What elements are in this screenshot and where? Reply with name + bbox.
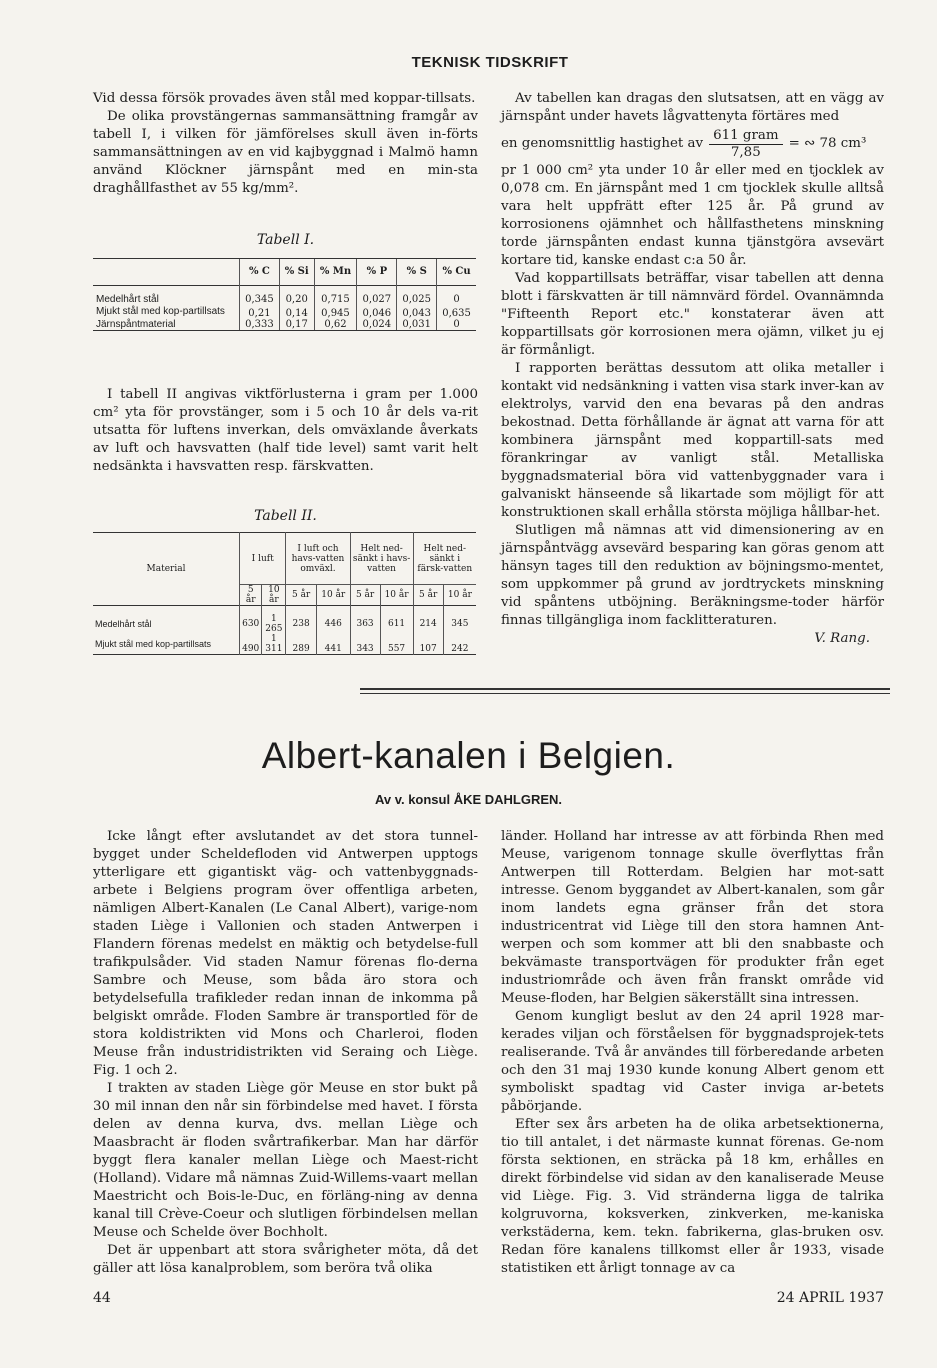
formula-numerator: 611 gram xyxy=(709,128,782,145)
table-row-label: Medelhårt stål xyxy=(96,293,159,305)
formula-fraction xyxy=(709,128,782,161)
table2-group-header: Helt ned-sänkt i färsk-vatten xyxy=(413,533,476,585)
table-cell: 0,025 xyxy=(397,294,437,305)
table-cell: 1 265 xyxy=(262,614,286,634)
table2-group-header: I luft xyxy=(240,533,286,585)
table2-title: Tabell II. xyxy=(254,508,317,524)
separator-rule xyxy=(360,688,890,690)
table-cell: 0,333 xyxy=(240,319,280,330)
table-row-label: Mjukt stål med kop-partillsats xyxy=(95,639,212,649)
right-top-text xyxy=(501,90,884,648)
table-cell: 557 xyxy=(380,634,413,655)
page-number: 44 xyxy=(93,1290,111,1306)
table-row-label: Mjukt stål med kop-partillsats xyxy=(96,305,225,317)
table2-subheader: 5 år xyxy=(240,585,262,606)
table2 xyxy=(93,532,478,655)
paragraph: Slutligen må nämnas att vid dimensionering av en järnspåntvägg avsevärd besparing kan göras genom att hänsyn tages till den reduktion av böjningsmo-mentet, som uppkommer på grund av jordtryckets minskning vid spåntens utböjning. Beräkningsme-toder härför finnas tillgängliga inom facklitteraturen. xyxy=(501,523,884,628)
table-cell: 343 xyxy=(350,634,380,655)
table1-header: % S xyxy=(397,259,437,285)
table-cell: 441 xyxy=(316,634,350,655)
table1-header: % Mn xyxy=(314,259,357,285)
paragraph: De olika provstängernas sammansättning framgår av tabell I, i vilken för jämförelses skull även in-förts sammansättningen av en vid kajbyggnad i Malmö hamn använd Klöckner järnspånt med en min-sta draghållfasthet av 55 kg/mm². xyxy=(93,109,478,196)
paragraph: Det är uppenbart att stora svårigheter möta, då det gäller att lösa kanalproblem, som beröra två olika xyxy=(93,1243,478,1276)
table1-title: Tabell I. xyxy=(256,232,315,248)
table-cell: 289 xyxy=(286,634,317,655)
paragraph: Efter sex års arbeten ha de olika arbetsektionerna, tio till antalet, i det närmaste kunnat förenas. Ge-nom första sektionen, en sträcka på 18 km, erhålles en direkt förbindelse vid sidan av den kanaliserade Meuse vid Liège. Fig. 3. Vid stränderna ligga de talrika kolgruvorna, koksverken, zinkverken, me-kaniska verkstäderna, kem. tekn. fabrikerna, glas-bruken osv. Redan före kanalens tillkomst eller år 1933, visade statistiken ett årligt tonnage av ca xyxy=(501,1117,884,1276)
paragraph: Av tabellen kan dragas den slutsatsen, att en vägg av järnspånt under havets lågvattenyta förtäres med xyxy=(501,91,884,124)
table-cell: 363 xyxy=(350,614,380,634)
article-title: Albert-kanalen i Belgien. xyxy=(261,735,676,776)
paragraph: Icke långt efter avslutandet av det stora tunnel-bygget under Scheldefloden vid Antwerpen upptogs ytterligare ett gigantiskt väg- och vattenbyggnads-arbete i Belgiens program över offentliga arbeten, nämligen Albert-Kanalen (Le Canal Albert), varige-nom staden Liège i Vallonien och staden Antwerpen i Flandern förenas medelst en mäktig och betydelse-full trafikpulsåder. Vid staden Namur förenas flo-derna Sambre och Meuse, som båda äro stora och betydelsefulla trafikleder redan innan de inkomma på belgiskt område. Floden Sambre är transportled för de stora koldistrikten vid Mons och Charleroi, floden Meuse från industridistrikten vid Seraing och Liège. Fig. 1 och 2. xyxy=(93,829,478,1078)
table-row-label: Medelhårt stål xyxy=(95,619,152,629)
table-cell: 0,14 xyxy=(279,305,314,319)
table-cell: 611 xyxy=(380,614,413,634)
table-cell: 107 xyxy=(413,634,443,655)
table2-group-header: I luft och havs-vatten omväxl. xyxy=(286,533,350,585)
article-left-column xyxy=(93,828,478,1278)
issue-date: 24 APRIL 1937 xyxy=(776,1290,884,1306)
table2-subheader: 5 år xyxy=(413,585,443,606)
table-cell: 446 xyxy=(316,614,350,634)
paragraph: pr 1 000 cm² yta under 10 år eller med en tjocklek av 0,078 cm. En järnspånt med 1 cm tjocklek skulle alltså vara helt uppfrätt efter 125 år. På grund av korrosionens ojämnhet och hållfasthetens minskning torde järnspånten endast kunna tjänstgöra avsevärt kortare tid, kanske endast c:a 50 år. xyxy=(501,163,884,268)
paragraph: länder. Holland har intresse av att förbinda Rhen med Meuse, varigenom tonnage skulle överflyttas från Antwerpen till Rotterdam. Belgien har mot-satt intresse. Genom byggandet av Albert-kanalen, som går inom landets egna gränser från det stora industricentrat vid Liège till den stora hamnen Ant-werpen och som kommer att bli den snabbaste och bekvämaste transportvägen för produkter från eget industriområde och även från franskt område vid Meuse-floden, har Belgien säkerställt sina intressen. xyxy=(501,829,884,1006)
table1-header: % Si xyxy=(279,259,314,285)
table-cell: 1 311 xyxy=(262,634,286,655)
article-right-column xyxy=(501,828,884,1278)
table2-subheader: 10 år xyxy=(262,585,286,606)
table-cell: 0,024 xyxy=(357,319,397,330)
table1-header: % P xyxy=(357,259,397,285)
table-cell: 0,715 xyxy=(314,294,357,305)
table-cell: 214 xyxy=(413,614,443,634)
left-mid-text xyxy=(93,386,478,476)
journal-header: TEKNISK TIDSKRIFT xyxy=(411,54,569,71)
table-row-label: Järnspåntmaterial xyxy=(96,318,176,330)
table2-subheader: 10 år xyxy=(380,585,413,606)
table-cell: 0,031 xyxy=(397,319,437,330)
table1-header: % Cu xyxy=(437,259,476,285)
table2-subheader: 5 år xyxy=(350,585,380,606)
paragraph: Vid dessa försök provades även stål med koppar-tillsats. xyxy=(93,91,476,106)
paragraph: I rapporten berättas dessutom att olika metaller i kontakt vid nedsänkning i vatten visa stark inver-kan av elektrolys, varvid den ena bevaras på den andras bekostnad. Detta förhållande är ägnat att varna för att kombinera järnspånt med koppartill-sats med förankringar av vanligt stål. Metalliska byggnadsmaterial böra vid vattenbyggnader vara i galvaniskt hänseende så likartade som möjligt för att konstruktionen skall erhålla största möjliga hållbar-het. xyxy=(501,361,884,520)
table2-group-header: Helt ned-sänkt i havs-vatten xyxy=(350,533,413,585)
table-cell: 0,17 xyxy=(279,319,314,330)
table2-subheader: 5 år xyxy=(286,585,317,606)
table-cell: 0 xyxy=(437,319,476,330)
table-cell: 0,046 xyxy=(357,305,397,319)
table-cell: 0 xyxy=(437,294,476,305)
paragraph: Vad koppartillsats beträffar, visar tabellen att denna blott i färskvatten är till nämnvärd fördel. Ovannämnda "Fifteenth Report etc." konstaterar även att koppartillsats gör korrosionen mera ojämn, vilket ju ej är förmånligt. xyxy=(501,271,884,358)
paragraph: I tabell II angivas viktförlusterna i gram per 1.000 cm² yta för provstänger, som i 5 och 10 år dels va-rit utsatta för luftens inverkan, dels omväxlande åverkats av luft och havsvatten (half tide level) samt varit helt nedsänkta i havsvatten resp. färskvatten. xyxy=(93,387,478,474)
table-cell: 0,945 xyxy=(314,305,357,319)
table-cell: 0,027 xyxy=(357,294,397,305)
formula xyxy=(501,126,884,162)
formula-text: en genomsnittlig hastighet av xyxy=(501,136,704,151)
table2-subheader: 10 år xyxy=(443,585,476,606)
table-cell: 0,635 xyxy=(437,305,476,319)
separator-rule xyxy=(360,693,890,694)
table-cell: 490 xyxy=(240,634,262,655)
formula-denominator: 7,85 xyxy=(730,144,761,160)
paragraph: I trakten av staden Liège gör Meuse en stor bukt på 30 mil innan den når sin förbindelse med havet. I första delen av denna kurva, dvs. mellan Liège och Maasbracht är floden svårtrafikerbar. Man har därför byggt flera kanaler mellan Liège och Maest-richt (Holland). Vidare må nämnas Zuid-Willems-vaart mellan Maestricht och Bois-le-Duc, en förläng-ning av denna kanal till Crève-Coeur och slutligen förbindelsen mellan Meuse och Schelde över Bochholt. xyxy=(93,1081,478,1240)
table-cell: 0,21 xyxy=(240,305,280,319)
table1-header: % C xyxy=(240,259,280,285)
table-cell: 0,345 xyxy=(240,294,280,305)
signature: V. Rang. xyxy=(814,631,870,646)
formula-result: = ∾ 78 cm³ xyxy=(788,136,867,151)
table-cell: 242 xyxy=(443,634,476,655)
table-cell: 238 xyxy=(286,614,317,634)
table-cell: 630 xyxy=(240,614,262,634)
paragraph: Genom kungligt beslut av den 24 april 1928 mar-kerades viljan och förståelsen för byggnadsprojek-tets realiserande. Två år användes till förberedande arbeten och den 31 maj 1930 kunde konung Albert genom ett symboliskt spadtag vid Caster inviga ar-betets påbörjande. xyxy=(501,1009,884,1114)
table-cell: 0,043 xyxy=(397,305,437,319)
article-byline: Av v. konsul ÅKE DAHLGREN. xyxy=(374,792,563,807)
table1 xyxy=(93,258,478,331)
table2-material-header: Material xyxy=(146,564,186,574)
table-cell: 0,62 xyxy=(314,319,357,330)
left-top-text xyxy=(93,90,478,198)
table-cell: 0,20 xyxy=(279,294,314,305)
table-cell: 345 xyxy=(443,614,476,634)
table2-subheader: 10 år xyxy=(316,585,350,606)
